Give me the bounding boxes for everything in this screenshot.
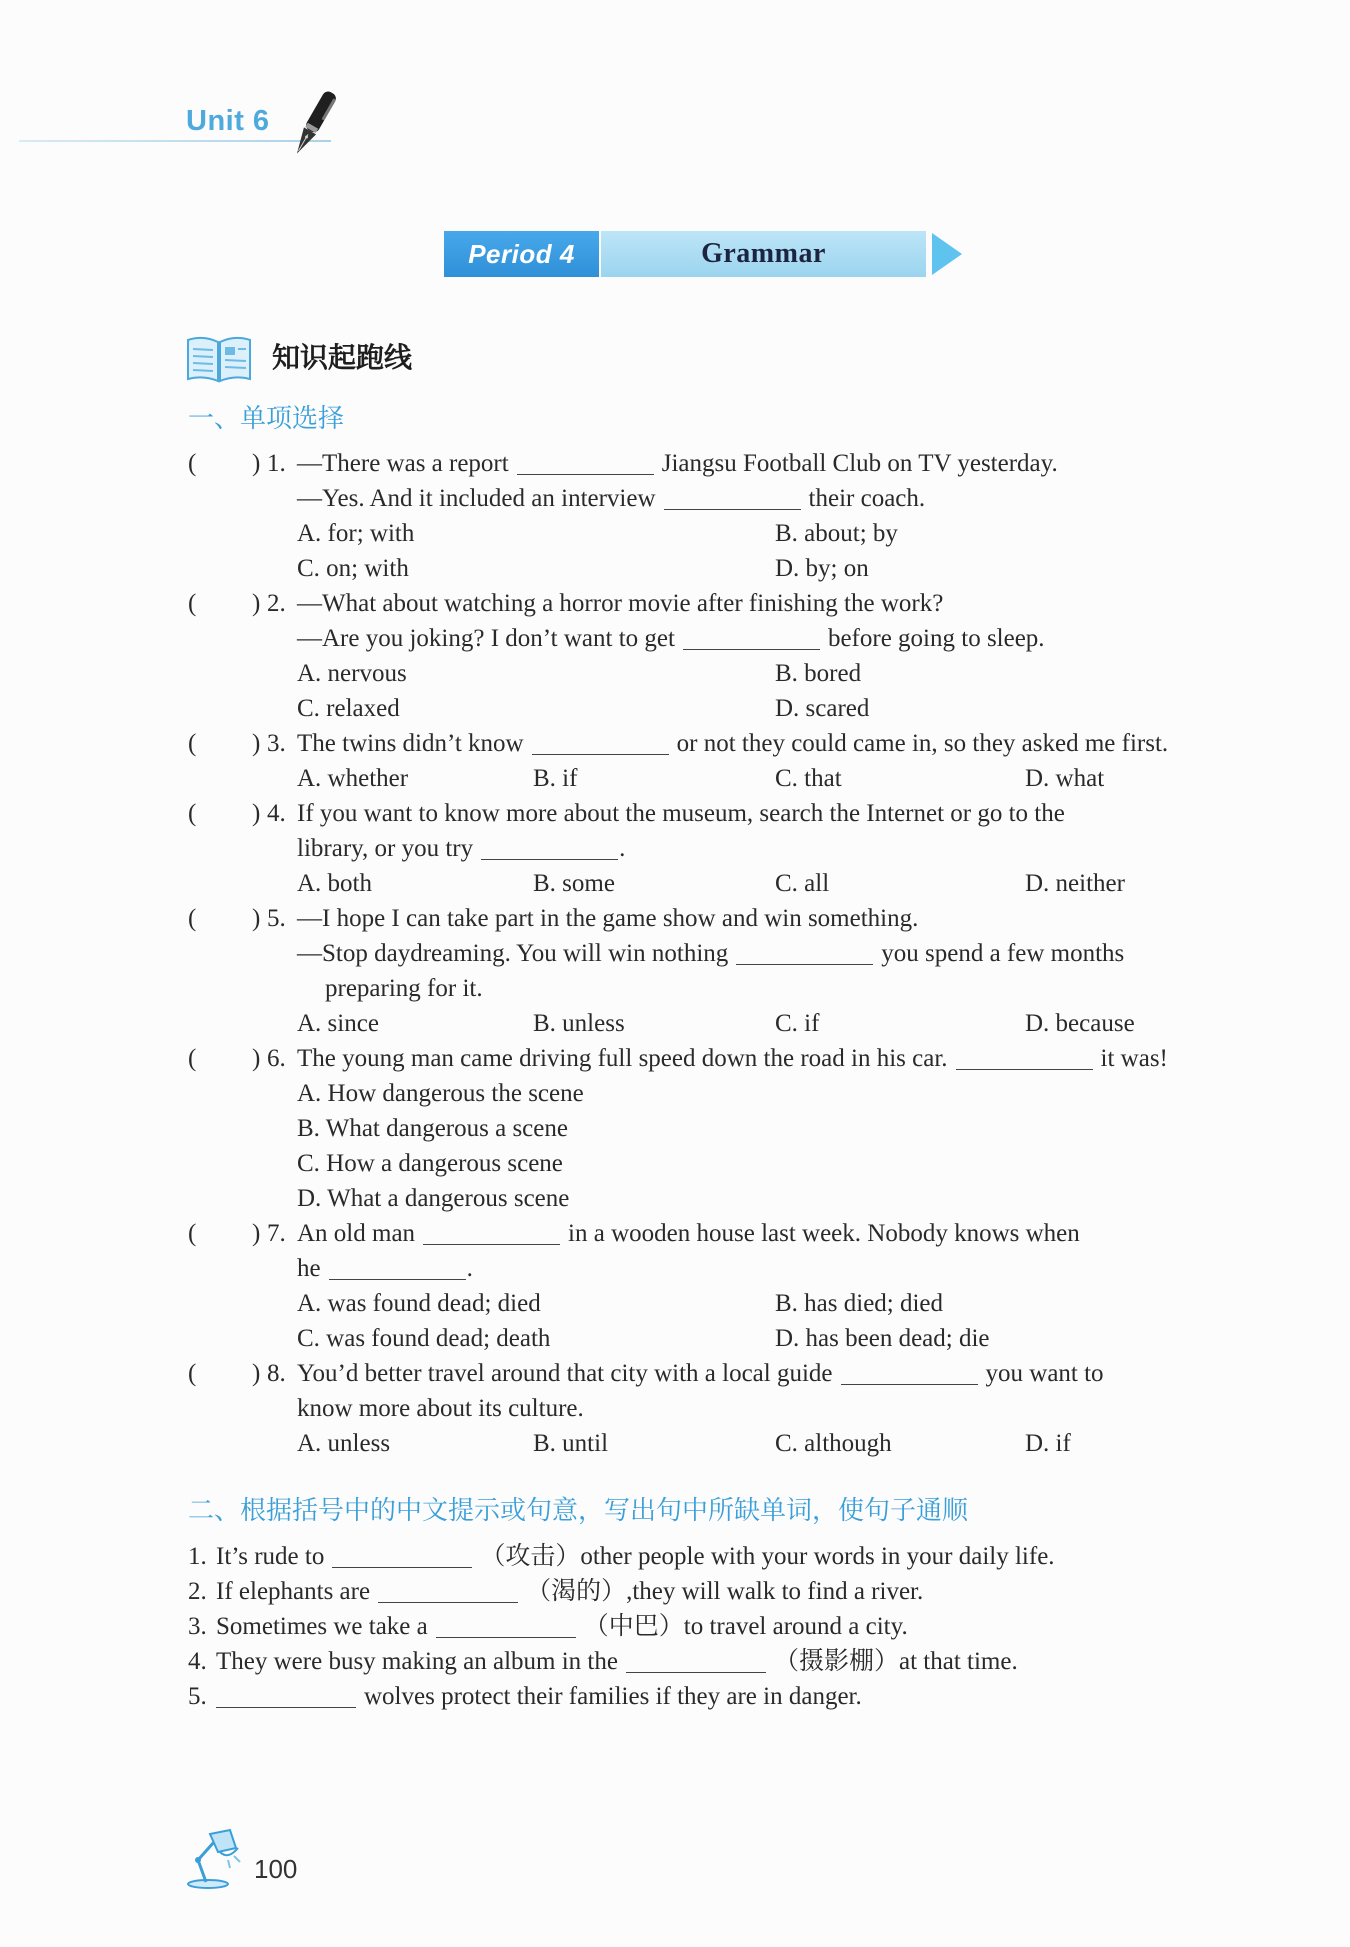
text-segment: They were busy making an album in the <box>216 1648 618 1675</box>
answer-bracket-open: ( <box>188 905 197 932</box>
text-segment: If you want to know more about the museum, search the Internet or go to the <box>297 800 1065 827</box>
answer-bracket-open: ( <box>188 800 197 827</box>
question-number: 8. <box>267 1360 286 1387</box>
item-text <box>216 1539 1055 1574</box>
answer-bracket-close: ) <box>252 800 261 827</box>
answer-blank <box>329 1278 466 1280</box>
question-7 <box>0 1216 1350 1356</box>
option-b: B. until <box>533 1430 609 1457</box>
page-number: 100 <box>254 1854 298 1884</box>
answer-blank <box>736 963 873 965</box>
question-text <box>297 796 1065 831</box>
answer-blank <box>378 1601 518 1603</box>
fill-in-item <box>0 1609 1350 1644</box>
text-segment: in a wooden house last week. Nobody knows when <box>568 1220 1080 1247</box>
item-number: 2. <box>188 1578 207 1605</box>
text-segment: preparing for it. <box>325 975 483 1002</box>
option-a: A. since <box>297 1010 379 1037</box>
option-b: B. some <box>533 870 615 897</box>
options-row <box>0 551 1350 586</box>
item-number: 3. <box>188 1613 207 1640</box>
option-c: C. if <box>775 1010 820 1037</box>
lesson-title: Grammar <box>601 231 926 277</box>
answer-bracket-open: ( <box>188 1045 197 1072</box>
answer-blank <box>332 1566 472 1568</box>
option-d: D. by; on <box>775 555 869 582</box>
option-b: B. has died; died <box>775 1290 944 1317</box>
options-row <box>0 761 1350 796</box>
text-segment: know more about its culture. <box>297 1395 584 1422</box>
fill-in-item <box>0 1574 1350 1609</box>
question-continuation-row <box>0 481 1350 516</box>
text-segment: Jiangsu Football Club on TV yesterday. <box>661 450 1058 477</box>
fill-in-item <box>0 1644 1350 1679</box>
answer-bracket-open: ( <box>188 590 197 617</box>
desk-lamp-icon <box>184 1826 248 1890</box>
text-segment: If elephants are <box>216 1578 371 1605</box>
option-a: A. whether <box>297 765 409 792</box>
question-text <box>297 446 1058 481</box>
question-text <box>297 1391 584 1426</box>
fountain-pen-icon <box>287 86 341 162</box>
answer-blank <box>423 1243 560 1245</box>
options-row <box>0 1181 1350 1216</box>
option-a: A. unless <box>297 1430 391 1457</box>
banner-arrow-icon <box>932 233 962 275</box>
option-d: D. scared <box>775 695 870 722</box>
text-segment: . <box>466 1255 473 1282</box>
text-segment: （摄影棚）at that time. <box>773 1648 1018 1675</box>
question-stem-row <box>0 901 1350 936</box>
question-continuation-row <box>0 1391 1350 1426</box>
answer-bracket-open: ( <box>188 730 197 757</box>
answer-blank <box>481 858 618 860</box>
option-b: B. What dangerous a scene <box>297 1115 568 1142</box>
fill-in-item <box>0 1539 1350 1574</box>
answer-bracket-close: ) <box>252 1045 261 1072</box>
question-text <box>297 1356 1104 1391</box>
question-8 <box>0 1356 1350 1461</box>
text-segment: . <box>619 835 626 862</box>
option-d: D. neither <box>1025 870 1125 897</box>
question-number: 7. <box>267 1220 286 1247</box>
question-text <box>297 901 918 936</box>
answer-blank <box>626 1671 766 1673</box>
answer-bracket-close: ) <box>252 1360 261 1387</box>
option-d: D. What a dangerous scene <box>297 1185 570 1212</box>
text-segment: An old man <box>297 1220 416 1247</box>
answer-blank <box>683 648 820 650</box>
period-banner <box>444 231 964 277</box>
answer-blank <box>436 1636 576 1638</box>
text-segment: You’d better travel around that city with a local guide <box>297 1360 833 1387</box>
question-1 <box>0 446 1350 586</box>
option-c: C. relaxed <box>297 695 400 722</box>
question-text <box>297 1251 473 1286</box>
option-d: D. because <box>1025 1010 1135 1037</box>
question-text <box>297 726 1168 761</box>
answer-bracket-close: ) <box>252 905 261 932</box>
text-segment: you want to <box>985 1360 1104 1387</box>
item-number: 5. <box>188 1683 207 1710</box>
item-number: 1. <box>188 1543 207 1570</box>
option-c: C. How a dangerous scene <box>297 1150 563 1177</box>
text-segment: —What about watching a horror movie after finishing the work? <box>297 590 944 617</box>
question-text <box>325 971 483 1006</box>
question-stem-row <box>0 1041 1350 1076</box>
option-c: C. all <box>775 870 830 897</box>
question-stem-row <box>0 726 1350 761</box>
text-segment: their coach. <box>808 485 926 512</box>
text-segment: you spend a few months <box>881 940 1125 967</box>
options-row <box>0 1076 1350 1111</box>
text-segment: （攻击）other people with your words in your daily life. <box>480 1543 1055 1570</box>
text-segment: —Are you joking? I don’t want to get <box>297 625 675 652</box>
answer-bracket-open: ( <box>188 1360 197 1387</box>
text-segment: —Yes. And it included an interview <box>297 485 656 512</box>
unit-label: Unit 6 <box>186 105 270 137</box>
option-a: A. both <box>297 870 372 897</box>
option-a: A. was found dead; died <box>297 1290 541 1317</box>
question-number: 5. <box>267 905 286 932</box>
question-continuation-row <box>0 1251 1350 1286</box>
answer-blank <box>517 473 654 475</box>
text-segment: （中巴）to travel around a city. <box>583 1613 908 1640</box>
option-d: D. what <box>1025 765 1105 792</box>
question-stem-row <box>0 1356 1350 1391</box>
answer-bracket-open: ( <box>188 1220 197 1247</box>
options-row <box>0 1426 1350 1461</box>
text-segment: before going to sleep. <box>827 625 1045 652</box>
question-stem-row <box>0 446 1350 481</box>
question-text <box>297 1041 1168 1076</box>
question-number: 2. <box>267 590 286 617</box>
question-number: 1. <box>267 450 286 477</box>
text-segment: wolves protect their families if they are in danger. <box>364 1683 862 1710</box>
options-row <box>0 1146 1350 1181</box>
question-continuation-row <box>0 936 1350 971</box>
option-a: A. nervous <box>297 660 407 687</box>
item-text <box>216 1644 1018 1679</box>
answer-bracket-open: ( <box>188 450 197 477</box>
answer-blank <box>532 753 669 755</box>
option-b: B. unless <box>533 1010 625 1037</box>
part1-title: 一、单项选择 <box>188 404 345 434</box>
text-segment: or not they could came in, so they asked me first. <box>676 730 1169 757</box>
options-row <box>0 656 1350 691</box>
multiple-choice-questions <box>0 446 1350 1461</box>
question-number: 4. <box>267 800 286 827</box>
question-text <box>297 1216 1080 1251</box>
answer-blank <box>956 1068 1093 1070</box>
question-text <box>297 481 925 516</box>
question-number: 3. <box>267 730 286 757</box>
text-segment: The twins didn’t know <box>297 730 524 757</box>
question-continuation-row <box>0 621 1350 656</box>
options-row <box>0 1286 1350 1321</box>
question-text <box>297 621 1045 656</box>
text-segment: —Stop daydreaming. You will win nothing <box>297 940 729 967</box>
item-text <box>216 1609 908 1644</box>
item-text <box>216 1574 923 1609</box>
option-c: C. was found dead; death <box>297 1325 551 1352</box>
option-a: A. for; with <box>297 520 415 547</box>
answer-bracket-close: ) <box>252 450 261 477</box>
options-row <box>0 866 1350 901</box>
section-title: 知识起跑线 <box>272 341 413 374</box>
question-3 <box>0 726 1350 796</box>
answer-bracket-close: ) <box>252 730 261 757</box>
text-segment: —I hope I can take part in the game show and win something. <box>297 905 919 932</box>
question-4 <box>0 796 1350 901</box>
options-row <box>0 1006 1350 1041</box>
text-segment: it was! <box>1100 1045 1168 1072</box>
text-segment: It’s rude to <box>216 1543 325 1570</box>
item-number: 4. <box>188 1648 207 1675</box>
question-2 <box>0 586 1350 726</box>
item-text <box>216 1679 862 1714</box>
text-segment: —There was a report <box>297 450 509 477</box>
answer-blank <box>841 1383 978 1385</box>
question-text <box>297 831 625 866</box>
option-d: D. has been dead; die <box>775 1325 990 1352</box>
option-c: C. that <box>775 765 842 792</box>
question-continuation-row <box>0 831 1350 866</box>
period-label: Period 4 <box>444 231 599 277</box>
option-c: C. although <box>775 1430 892 1457</box>
answer-blank <box>216 1706 356 1708</box>
option-b: B. about; by <box>775 520 898 547</box>
text-segment: library, or you try <box>297 835 474 862</box>
answer-bracket-close: ) <box>252 590 261 617</box>
question-continuation-row <box>0 971 1350 1006</box>
options-row <box>0 1321 1350 1356</box>
question-text <box>297 586 943 621</box>
question-stem-row <box>0 1216 1350 1251</box>
fill-in-questions <box>0 1539 1350 1714</box>
text-segment: The young man came driving full speed down the road in his car. <box>297 1045 948 1072</box>
text-segment: （渴的）,they will walk to find a river. <box>526 1578 924 1605</box>
option-b: B. if <box>533 765 578 792</box>
question-6 <box>0 1041 1350 1216</box>
question-stem-row <box>0 586 1350 621</box>
option-d: D. if <box>1025 1430 1071 1457</box>
question-5 <box>0 901 1350 1041</box>
text-segment: he <box>297 1255 321 1282</box>
answer-bracket-close: ) <box>252 1220 261 1247</box>
fill-in-item <box>0 1679 1350 1714</box>
text-segment: Sometimes we take a <box>216 1613 428 1640</box>
option-b: B. bored <box>775 660 862 687</box>
option-c: C. on; with <box>297 555 409 582</box>
header-divider <box>19 140 331 142</box>
question-stem-row <box>0 796 1350 831</box>
answer-blank <box>664 508 801 510</box>
options-row <box>0 516 1350 551</box>
open-book-icon <box>186 334 252 384</box>
part2-title: 二、根据括号中的中文提示或句意，写出句中所缺单词，使句子通顺 <box>188 1496 969 1526</box>
options-row <box>0 691 1350 726</box>
question-text <box>297 936 1124 971</box>
option-a: A. How dangerous the scene <box>297 1080 584 1107</box>
question-number: 6. <box>267 1045 286 1072</box>
options-row <box>0 1111 1350 1146</box>
